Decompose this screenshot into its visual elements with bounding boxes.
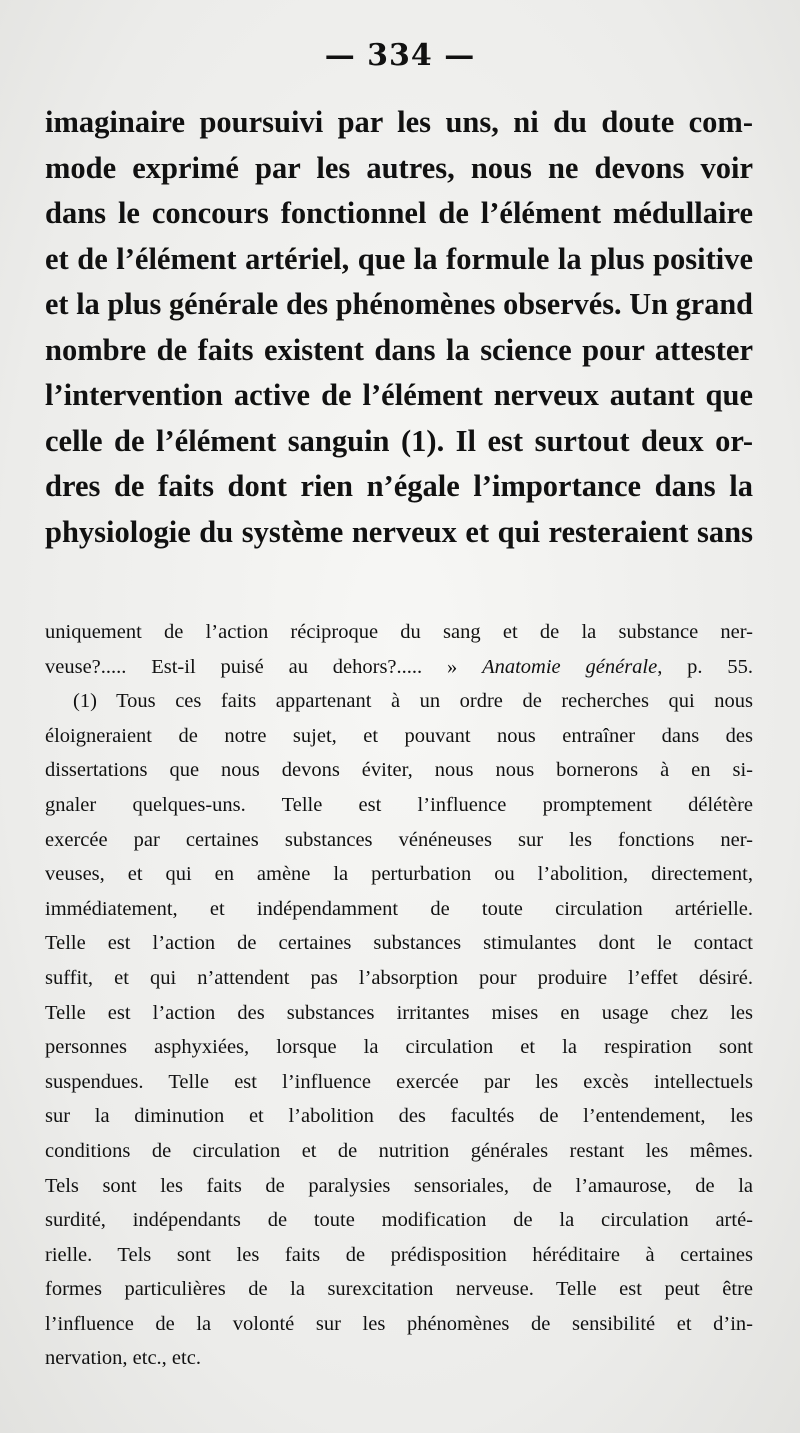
footnote-1-line: Telle est l’action des substances irritantes mises en usage chez les: [45, 1001, 753, 1024]
main-body-text: [45, 100, 753, 555]
footnote-1-line: surdité, indépendants de toute modification de la circulation arté-: [45, 1209, 753, 1232]
body-line: physiologie du système nerveux et qui resteraient sans: [45, 514, 753, 549]
footnote-1-line: veuses, et qui en amène la perturbation ou l’abolition, directement,: [45, 863, 753, 886]
footnote-1-line: Telle est l’action de certaines substances stimulantes dont le contact: [45, 932, 753, 955]
footnote-1-line: éloigneraient de notre sujet, et pouvant nous entraîner dans des: [45, 724, 753, 747]
footnotes: [45, 615, 753, 1376]
footnote-1-line: l’influence de la volonté sur les phénomènes de sensibilité et d’in-: [45, 1312, 753, 1335]
footnote-1-line: personnes asphyxiées, lorsque la circulation et la respiration sont: [45, 1036, 753, 1059]
body-line: dans le concours fonctionnel de l’élément médullaire: [45, 196, 753, 230]
footnote-1-line: exercée par certaines substances vénéneuses sur les fonctions ner-: [45, 828, 753, 851]
footnote-1-line: suffit, et qui n’attendent pas l’absorption pour produire l’effet désiré.: [45, 966, 753, 989]
body-line: dres de faits dont rien n’égale l’importance dans la: [45, 469, 753, 503]
body-line: l’intervention active de l’élément nerveux autant que: [45, 378, 753, 412]
citation-text: veuse?..... Est-il puisé au dehors?..... »: [45, 655, 458, 678]
footnote-continuation-citation: [45, 650, 753, 685]
body-line: et de l’élément artériel, que la formule la plus positive: [45, 241, 753, 276]
footnote-1-line: formes particulières de la surexcitation nerveuse. Telle est peut être: [45, 1278, 753, 1301]
body-line: imaginaire poursuivi par les uns, ni du doute com-: [45, 105, 753, 139]
footnote-1-line: conditions de circulation et de nutrition générales restant les mêmes.: [45, 1139, 753, 1162]
footnote-continuation-line: uniquement de l’action réciproque du sang et de la substance ner-: [45, 621, 753, 643]
body-line: mode exprimé par les autres, nous ne devons voir: [45, 150, 753, 185]
footnote-1-line: nervation, etc., etc.: [45, 1347, 201, 1370]
footnote-1-line: Tels sont les faits de paralysies sensoriales, de l’amaurose, de la: [45, 1174, 753, 1197]
citation-page: , p. 55.: [657, 655, 754, 678]
footnote-1-line: immédiatement, et indépendamment de toute circulation artérielle.: [45, 897, 753, 920]
body-line: celle de l’élément sanguin (1). Il est surtout deux or-: [45, 423, 753, 458]
footnote-1-line: rielle. Tels sont les faits de prédisposition héréditaire à certaines: [45, 1243, 753, 1266]
footnote-1-line: dissertations que nous devons éviter, nous nous bornerons à en si-: [45, 759, 753, 782]
footnote-1-line: sur la diminution et l’abolition des facultés de l’entendement, les: [45, 1105, 753, 1128]
page-number: — 334 —: [324, 38, 476, 73]
body-line: nombre de faits existent dans la science pour attester: [45, 332, 753, 367]
footnote-1-line: suspendues. Telle est l’influence exercée par les excès intellectuels: [45, 1070, 753, 1093]
footnote-1-line: gnaler quelques-uns. Telle est l’influence promptement délétère: [45, 793, 753, 816]
body-line: et la plus générale des phénomènes observés. Un grand: [45, 287, 753, 321]
citation-title: Anatomie générale: [482, 655, 658, 678]
footnote-1-line: (1) Tous ces faits appartenant à un ordre de recherches qui nous: [73, 690, 753, 713]
